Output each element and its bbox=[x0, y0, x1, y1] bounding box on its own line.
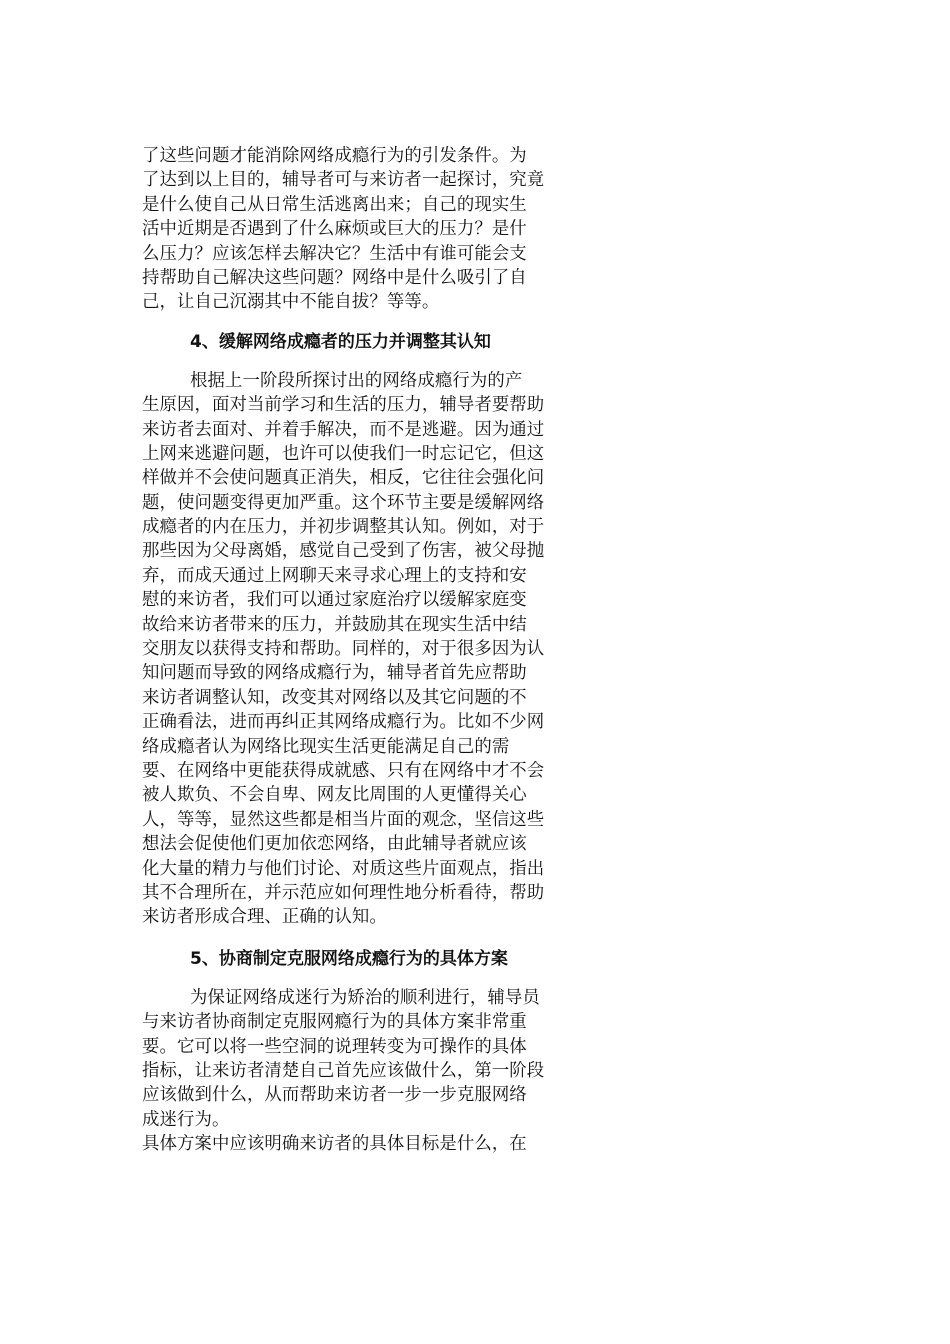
text-line: 来访者去面对、并着手解决，而不是逃避。因为通过 bbox=[142, 419, 545, 440]
paragraph-section-5 bbox=[142, 986, 570, 1157]
text-line: 了这些问题才能消除网络成瘾行为的引发条件。为 bbox=[142, 146, 527, 166]
text-line: 要、在网络中更能获得成就感、只有在网络中才不会 bbox=[142, 760, 545, 781]
text-line: 被人欺负、不会自卑、网友比周围的人更懂得关心 bbox=[142, 785, 527, 806]
text-line: 么压力？应该怎样去解决它？生活中有谁可能会支 bbox=[142, 243, 527, 264]
text-line: 持帮助自己解决这些问题？网络中是什么吸引了自 bbox=[142, 267, 527, 288]
text-line: 知问题而导致的网络成瘾行为，辅导者首先应帮助 bbox=[142, 663, 527, 684]
text-line: 具体方案中应该明确来访者的具体目标是什么，在 bbox=[142, 1134, 527, 1155]
text-line: 了达到以上目的，辅导者可与来访者一起探讨，究竟 bbox=[142, 170, 545, 191]
text-line: 弃，而成天通过上网聊天来寻求心理上的支持和安 bbox=[142, 565, 527, 586]
text-line: 络成瘾者认为网络比现实生活更能满足自己的需 bbox=[142, 736, 510, 757]
text-line: 生原因，面对当前学习和生活的压力，辅导者要帮助 bbox=[142, 395, 545, 416]
document-body bbox=[142, 144, 570, 1156]
text-line: 题，使问题变得更加严重。这个环节主要是缓解网络 bbox=[142, 492, 545, 513]
section-heading-5: 5、协商制定克服网络成瘾行为的具体方案 bbox=[190, 948, 508, 969]
text-line: 慰的来访者，我们可以通过家庭治疗以缓解家庭变 bbox=[142, 590, 527, 611]
text-line: 化大量的精力与他们讨论、对质这些片面观点，指出 bbox=[142, 858, 545, 879]
text-line: 根据上一阶段所探讨出的网络成瘾行为的产 bbox=[190, 370, 523, 391]
text-line: 其不合理所在，并示范应如何理性地分析看待，帮助 bbox=[142, 882, 545, 903]
text-line: 人，等等，显然这些都是相当片面的观念，坚信这些 bbox=[142, 809, 545, 830]
text-line: 要。它可以将一些空洞的说理转变为可操作的具体 bbox=[142, 1036, 527, 1057]
text-line: 己，让自己沉溺其中不能自拔？等等。 bbox=[142, 292, 440, 313]
text-line: 样做并不会使问题真正消失，相反，它往往会强化问 bbox=[142, 468, 545, 489]
text-line: 成迷行为。 bbox=[142, 1109, 230, 1130]
text-line: 交朋友以获得支持和帮助。同样的，对于很多因为认 bbox=[142, 639, 545, 660]
text-line: 想法会促使他们更加依恋网络，由此辅导者就应该 bbox=[142, 834, 527, 855]
text-line: 那些因为父母离婚，感觉自己受到了伤害，被父母抛 bbox=[142, 541, 545, 562]
text-line: 正确看法，进而再纠正其网络成瘾行为。比如不少网 bbox=[142, 712, 545, 733]
text-line: 指标，让来访者清楚自己首先应该做什么，第一阶段 bbox=[142, 1060, 545, 1081]
text-line: 上网来逃避问题，也许可以使我们一时忘记它，但这 bbox=[142, 443, 545, 464]
text-line: 故给来访者带来的压力，并鼓励其在现实生活中结 bbox=[142, 614, 527, 635]
text-line: 来访者调整认知，改变其对网络以及其它问题的不 bbox=[142, 687, 527, 708]
text-line: 来访者形成合理、正确的认知。 bbox=[142, 907, 387, 928]
text-line: 应该做到什么，从而帮助来访者一步一步克服网络 bbox=[142, 1085, 527, 1106]
paragraph-intro bbox=[142, 144, 570, 315]
text-line: 是什么使自己从日常生活逃离出来；自己的现实生 bbox=[142, 194, 527, 215]
text-line: 为保证网络成迷行为矫治的顺利进行，辅导员 bbox=[190, 987, 540, 1008]
paragraph-section-4 bbox=[142, 369, 570, 930]
text-line: 活中近期是否遇到了什么麻烦或巨大的压力？是什 bbox=[142, 219, 527, 240]
section-heading-4: 4、缓解网络成瘾者的压力并调整其认知 bbox=[190, 331, 491, 352]
text-line: 成瘾者的内在压力，并初步调整其认知。例如，对于 bbox=[142, 517, 545, 538]
text-line: 与来访者协商制定克服网瘾行为的具体方案非常重 bbox=[142, 1012, 527, 1033]
